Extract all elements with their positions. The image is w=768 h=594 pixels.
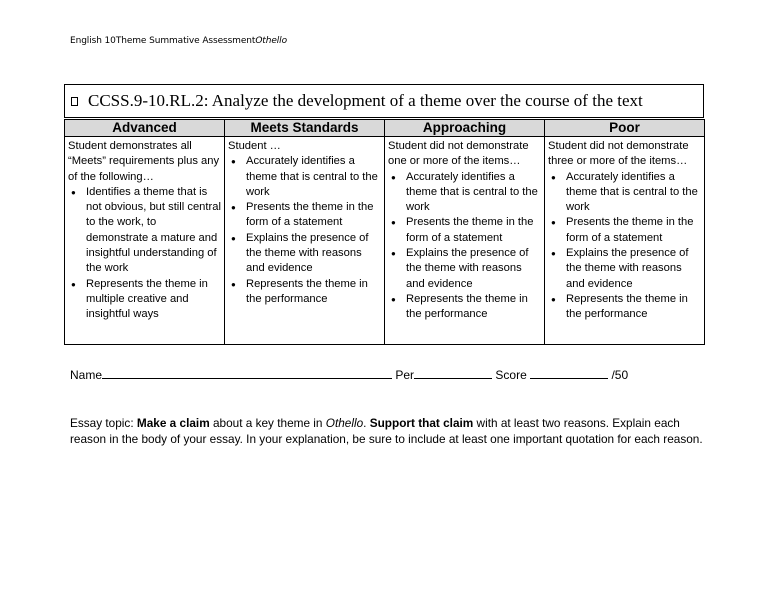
list-item: ● Identifies a theme that is not obvious, but still central to the work, to demonstrate a mature and insightful understanding of the work <box>68 185 221 277</box>
list-item: ● Explains the presence of the theme with reasons and evidence <box>548 246 701 292</box>
essay-topic <box>70 416 710 447</box>
rubric-header-row <box>65 120 705 137</box>
list-item: ● Represents the theme in the performance <box>228 277 381 308</box>
essay-mid1: about a key theme in <box>209 416 326 430</box>
checkbox-icon <box>71 97 78 106</box>
essay-rest: with at least two reasons. Explain each reason in the body of your essay. In your explanation, be sure to include at least one important quotation for each reason. <box>70 416 703 446</box>
per-label: Per <box>395 368 415 382</box>
essay-prefix: Essay topic: <box>70 416 137 430</box>
standard-box <box>64 84 704 118</box>
assessment-title: Theme Summative Assessment <box>115 36 256 46</box>
essay-work: Othello <box>325 416 364 430</box>
list-item: ● Accurately identifies a theme that is central to the work <box>388 170 541 216</box>
list-item: ● Represents the theme in the performance <box>548 292 701 323</box>
col-meets-standards: Meets Standards <box>225 120 385 137</box>
document-header <box>70 36 287 46</box>
work-title: Othello <box>255 36 287 46</box>
list-item: ● Explains the presence of the theme with reasons and evidence <box>228 231 381 277</box>
rubric-body-row <box>65 137 705 345</box>
per-blank[interactable] <box>414 367 492 379</box>
cell-intro: Student did not demonstrate one or more of the items… <box>388 140 529 168</box>
cell-intro: Student did not demonstrate three or more of the items… <box>548 140 689 168</box>
score-label: Score <box>495 368 527 382</box>
list-item: ● Presents the theme in the form of a statement <box>548 215 701 246</box>
score-total: /50 <box>611 368 629 382</box>
cell-meets-standards <box>225 137 385 345</box>
cell-intro: Student … <box>228 140 281 152</box>
name-blank[interactable] <box>102 367 392 379</box>
cell-approaching <box>385 137 545 345</box>
course-name: English 10 <box>70 36 116 46</box>
cell-intro: Student demonstrates all “Meets” requirements plus any of the following… <box>68 140 220 183</box>
essay-claim: Make a claim <box>136 416 210 430</box>
list-item: ● Represents the theme in the performance <box>388 292 541 323</box>
list-item: ● Represents the theme in multiple creative and insightful ways <box>68 277 221 323</box>
col-advanced: Advanced <box>65 120 225 137</box>
standard-text: CCSS.9-10.RL.2: Analyze the development of a theme over the course of the text <box>88 91 643 110</box>
cell-poor <box>545 137 705 345</box>
name-label: Name <box>70 368 103 382</box>
col-approaching: Approaching <box>385 120 545 137</box>
essay-mid2: . <box>363 416 370 430</box>
list-item: ● Accurately identifies a theme that is central to the work <box>548 170 701 216</box>
score-blank[interactable] <box>530 367 608 379</box>
essay-support: Support that claim <box>369 416 474 430</box>
student-info-line <box>70 367 628 382</box>
rubric-table <box>64 119 705 345</box>
list-item: ● Accurately identifies a theme that is central to the work <box>228 154 381 200</box>
list-item: ● Presents the theme in the form of a statement <box>388 215 541 246</box>
list-item: ● Explains the presence of the theme with reasons and evidence <box>388 246 541 292</box>
cell-advanced <box>65 137 225 345</box>
col-poor: Poor <box>545 120 705 137</box>
list-item: ● Presents the theme in the form of a statement <box>228 200 381 231</box>
